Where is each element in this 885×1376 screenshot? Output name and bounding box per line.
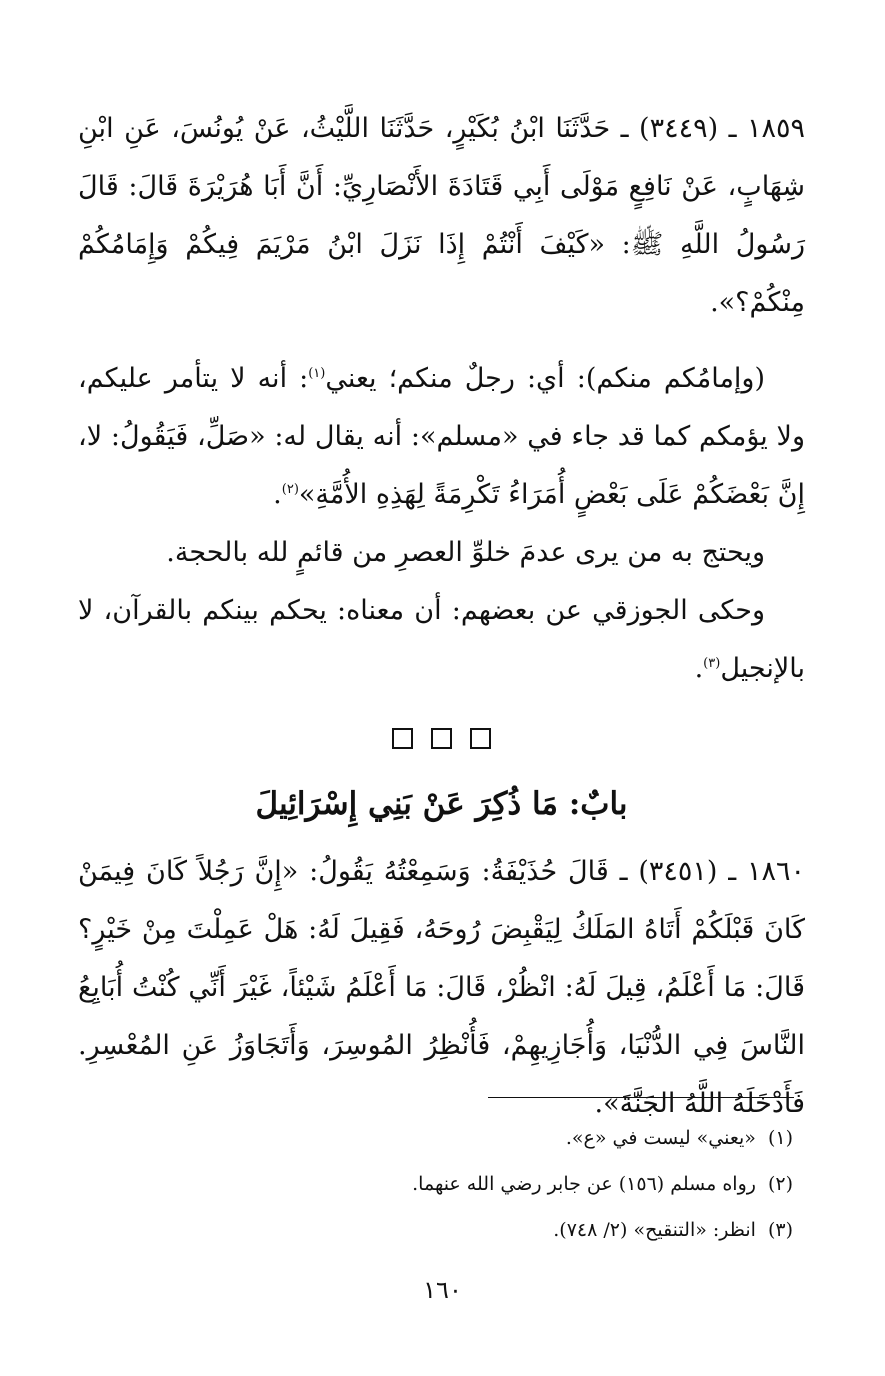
hadith-1860-line: قَالَ: مَا أَعْلَمُ، قِيلَ لَهُ: انْظُرْ، قَالَ: مَا أَعْلَمُ شَيْئاً، غَيْرَ أَنِّي كُنْتُ أُبَايِعُ النَّاسَ bbox=[78, 972, 805, 1061]
footnote-item bbox=[193, 1207, 793, 1253]
footnote-item bbox=[193, 1161, 793, 1207]
hadith-1860 bbox=[78, 843, 805, 1133]
hadith-1860-line: ١٨٦٠ ـ (٣٤٥١) ـ قَالَ حُذَيْفَةُ: وَسَمِعْتُهُ يَقُولُ: «إِنَّ رَجُلاً كَانَ فِيمَنْ bbox=[78, 856, 805, 887]
section-separator bbox=[78, 728, 805, 753]
footnote-text: رواه مسلم (١٥٦) عن جابر رضي الله عنهما. bbox=[412, 1173, 756, 1195]
hadith-1860-line: كَانَ قَبْلَكُمْ أَتَاهُ المَلَكُ لِيَقْبِضَ رُوحَهُ، فَقِيلَ لَهُ: هَلْ عَمِلْتَ مِنْ خَيْرٍ؟ bbox=[78, 914, 805, 945]
footnote-text: «يعني» ليست في «ع». bbox=[565, 1127, 756, 1149]
commentary-paragraph-3 bbox=[78, 582, 805, 698]
chapter-title: بابٌ: مَا ذُكِرَ عَنْ بَنِي إِسْرَائِيلَ bbox=[255, 786, 628, 822]
separator-square-icon bbox=[431, 728, 452, 749]
commentary-text: . bbox=[694, 653, 704, 684]
commentary bbox=[78, 350, 805, 698]
separator-square-icon bbox=[392, 728, 413, 749]
hadith-1860-line: فِي الدُّنْيَا، وَأُجَازِيهِمْ، فَأُنْظِرُ المُوسِرَ، وَأَتَجَاوَزُ عَنِ المُعْسِرِ. فَأَدْخَلَهُ اللَّهُ bbox=[78, 1030, 805, 1119]
separator-square-icon bbox=[470, 728, 491, 749]
commentary-text: (وإمامُكم منكم): أي: رجلٌ منكم؛ يعني bbox=[325, 363, 765, 394]
page-number: ١٦٠ bbox=[423, 1276, 462, 1304]
footnote-ref-1: (١) bbox=[308, 366, 326, 381]
commentary-paragraph-2: ويحتج به من يرى عدمَ خلوِّ العصرِ من قائمٍ لله بالحجة. bbox=[166, 537, 765, 568]
footnotes bbox=[193, 1115, 793, 1253]
hadith-1860-line: الجَنَّةَ». bbox=[594, 1088, 676, 1119]
hadith-1859-line: ابْنِ شِهَابٍ، عَنْ نَافِعٍ مَوْلَى أَبِي قَتَادَةَ الأَنْصَارِيِّ: أَنَّ أَبَا هُرَيْرَةَ قَالَ: قَالَ bbox=[78, 113, 805, 202]
footnote-item bbox=[193, 1115, 793, 1161]
commentary-text: . bbox=[273, 479, 282, 510]
footnote-ref-3: (٣) bbox=[703, 656, 721, 671]
footnote-number: (٣) bbox=[767, 1219, 793, 1241]
footnote-ref-2: (٢) bbox=[281, 482, 299, 497]
footnote-divider bbox=[488, 1097, 794, 1098]
commentary-text: وحكى الجوزقي عن بعضهم: أن معناه: يحكم بينكم بالقرآن، لا بالإنجيل bbox=[78, 595, 805, 684]
footnote-text: انظر: «التنقيح» (٢/ ٧٤٨). bbox=[553, 1219, 756, 1241]
page-body bbox=[78, 100, 805, 1151]
commentary-text: : أنه لا يتأمر عليكم، ولا يؤمكم كما قد جاء في «مسلم»: أنه يقال له: «صَلِّ، فَيَقُولُ: لا، إِنَّ بَعْضَكُمْ عَلَى بَعْضٍ أُمَرَاءُ تَكْرِمَةً لِهَذِهِ الأُمَّةِ» bbox=[78, 363, 805, 510]
hadith-1859 bbox=[78, 100, 805, 332]
footnote-number: (١) bbox=[767, 1127, 793, 1149]
footnote-number: (٢) bbox=[767, 1173, 793, 1195]
hadith-1859-line: ١٨٥٩ ـ (٣٤٤٩) ـ حَدَّثَنَا ابْنُ بُكَيْرٍ، حَدَّثَنَا اللَّيْثُ، عَنْ يُونُسَ، عَنِ bbox=[124, 113, 805, 144]
hadith-1859-line: رَسُولُ اللَّهِ ﷺ: «كَيْفَ أَنْتُمْ إِذَا نَزَلَ ابْنُ مَرْيَمَ فِيكُمْ وَإِمَامُكُمْ مِنْكُمْ؟». bbox=[78, 229, 805, 318]
commentary-paragraph-1 bbox=[78, 350, 805, 524]
